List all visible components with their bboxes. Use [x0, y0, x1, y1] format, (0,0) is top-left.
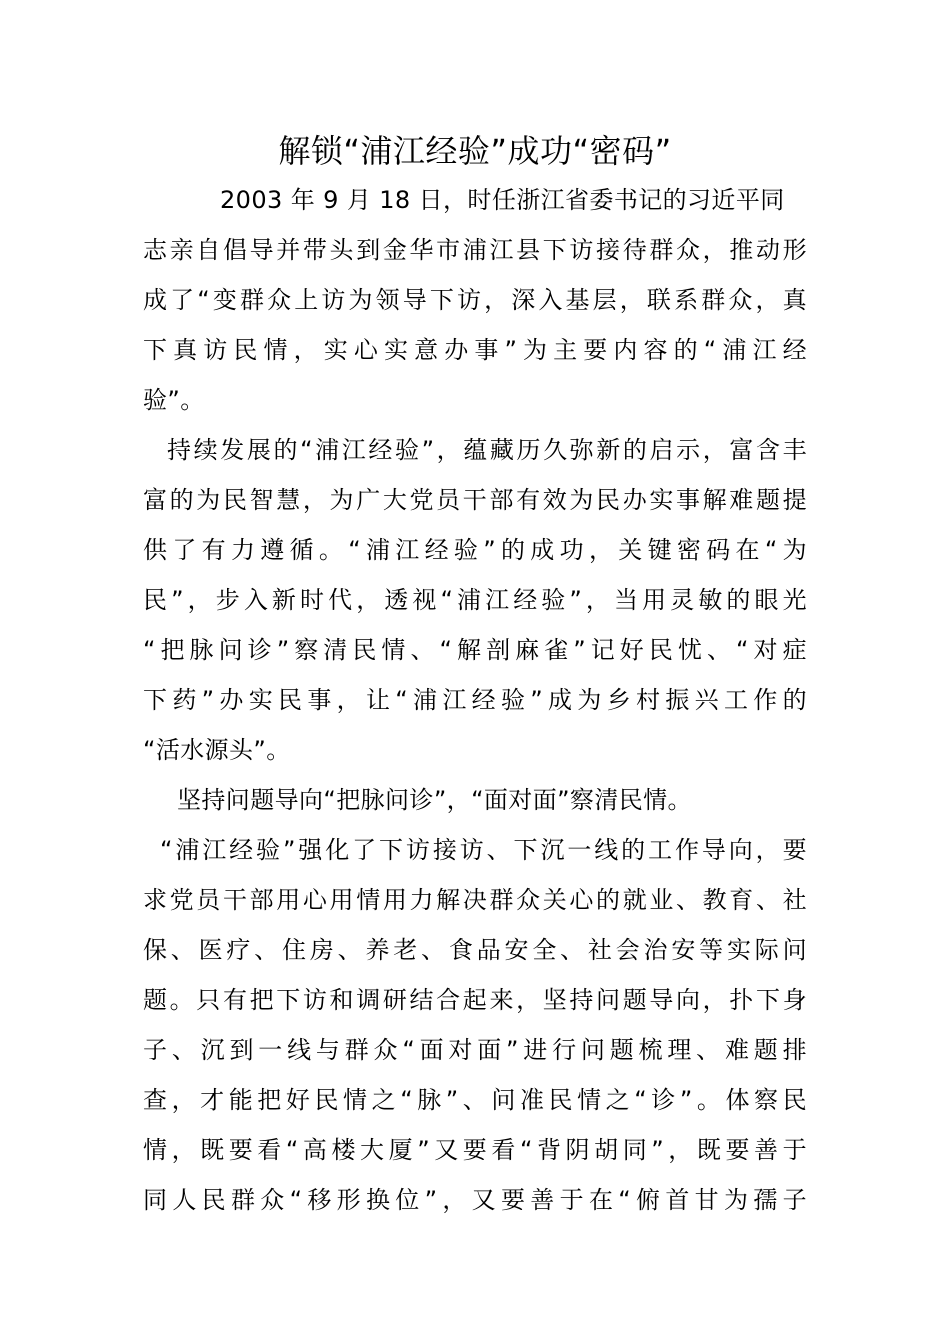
paragraph-line: 下药”办实民事，让“浦江经验”成为乡村振兴工作的: [143, 686, 807, 714]
paragraph-line: 保、医疗、住房、养老、食品安全、社会治安等实际问: [143, 936, 807, 964]
paragraph-line: 同人民群众“移形换位”，又要善于在“俯首甘为孺子: [143, 1186, 807, 1214]
paragraph-line: 2003 年 9 月 18 日，时任浙江省委书记的习近平同: [220, 186, 785, 214]
paragraph-line: 题。只有把下访和调研结合起来，坚持问题导向，扑下身: [143, 986, 807, 1014]
section-heading-line: 坚持问题导向“把脉问诊”，“面对面”察清民情。: [177, 786, 692, 814]
paragraph-line: 民”，步入新时代，透视“浦江经验”，当用灵敏的眼光: [143, 586, 807, 614]
paragraph-line: 志亲自倡导并带头到金华市浦江县下访接待群众，推动形: [143, 236, 807, 264]
paragraph-line: “活水源头”。: [143, 736, 291, 764]
paragraph-line: 求党员干部用心用情用力解决群众关心的就业、教育、社: [143, 886, 807, 914]
paragraph-line: 富的为民智慧，为广大党员干部有效为民办实事解难题提: [143, 486, 807, 514]
paragraph-line: “把脉问诊”察清民情、“解剖麻雀”记好民忧、“对症: [143, 636, 807, 664]
paragraph-line: 子、沉到一线与群众“面对面”进行问题梳理、难题排: [143, 1036, 807, 1064]
paragraph-line: 验”。: [143, 386, 205, 414]
document-title: 解锁“浦江经验”成功“密码”: [278, 132, 672, 170]
paragraph-line: 情，既要看“高楼大厦”又要看“背阴胡同”，既要善于: [143, 1136, 807, 1164]
paragraph-line: 下真访民情，实心实意办事”为主要内容的“浦江经: [143, 336, 807, 364]
paragraph-line: 查，才能把好民情之“脉”、问准民情之“诊”。体察民: [143, 1086, 807, 1114]
paragraph-line: 成了“变群众上访为领导下访，深入基层，联系群众，真: [143, 286, 807, 314]
paragraph-line: 持续发展的“浦江经验”，蕴藏历久弥新的启示，富含丰: [167, 436, 807, 464]
paragraph-line: 供了有力遵循。“浦江经验”的成功，关键密码在“为: [143, 536, 807, 564]
paragraph-line: “浦江经验”强化了下访接访、下沉一线的工作导向，要: [160, 836, 807, 864]
